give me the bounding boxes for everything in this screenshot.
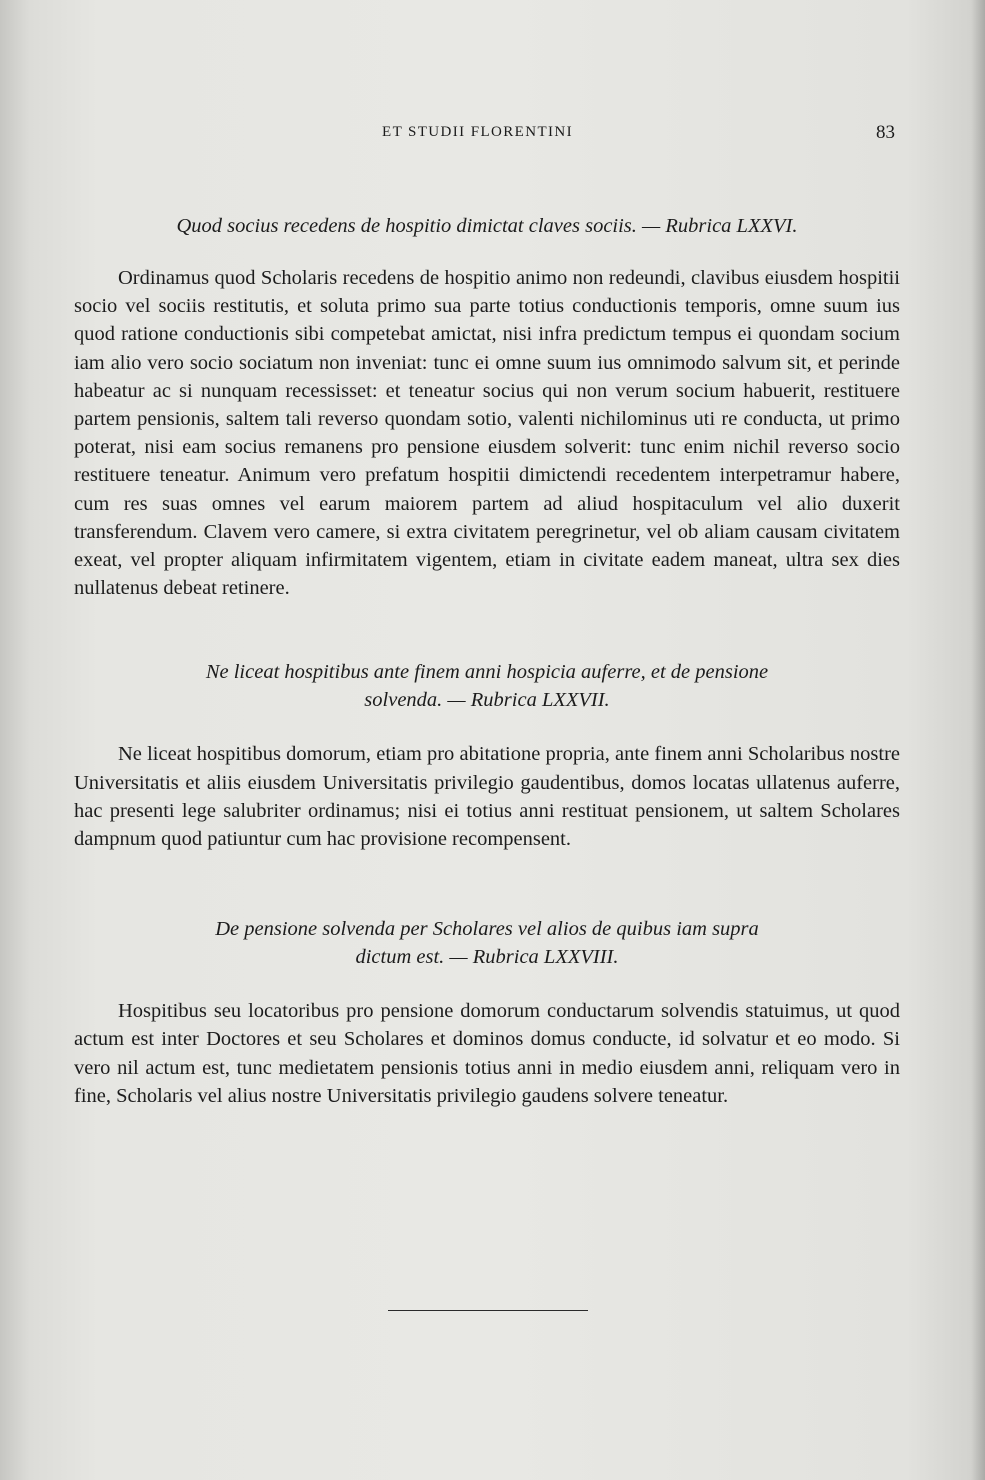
paragraph-lxxvii: Ne liceat hospitibus domorum, etiam pro abitatione propria, ante finem anni Scholaribus nostre Universitatis et aliis eiusdem Universitatis privilegio gaudentibus, domos locatas ullatenus auferre, hac presenti lege salubriter ordinamus; nisi ei totius anni restituat pensionem, ut saltem Scholares dampnum quod patiuntur cum hac provisione recompensent. bbox=[74, 743, 900, 851]
closing-rule bbox=[388, 1310, 588, 1311]
page-body bbox=[74, 212, 900, 1110]
rubric-lxxvii bbox=[74, 658, 900, 714]
paragraph-lxxviii: Hospitibus seu locatoribus pro pensione domorum conductarum solvendis statuimus, ut quod actum est inter Doctores et seu Scholares et dominos domus conducte, id solvatur et eo modo. Si vero nil actum est, tunc medietatem pensionis totius anni in medio eiusdem anni, reliquam vero in fine, Scholaris vel alius nostre Universitatis privilegio gaudens solvere teneatur. bbox=[74, 1000, 900, 1107]
rubric-lxxviii-line-1: De pensione solvenda per Scholares vel alios de quibus iam supra bbox=[215, 918, 759, 941]
rubric-lxxviii-line-2: dictum est. — Rubrica LXXVIII. bbox=[355, 946, 619, 969]
running-head bbox=[0, 122, 985, 152]
rubric-lxxvii-line-1: Ne liceat hospitibus ante finem anni hospicia auferre, et de pensione bbox=[205, 661, 769, 684]
rubric-lxxviii bbox=[74, 915, 900, 971]
rubric-lxxvii-line-2: solvenda. — Rubrica LXXVII. bbox=[364, 689, 610, 712]
rubric-lxxvi: Quod socius recedens de hospitio dimictat claves sociis. — Rubrica LXXVI. bbox=[176, 215, 798, 237]
spine-shadow bbox=[971, 0, 985, 1480]
page-number: 83 bbox=[876, 122, 895, 143]
paragraph-lxxvi: Ordinamus quod Scholaris recedens de hospitio animo non redeundi, clavibus eiusdem hospitii socio vel sociis restitutis, et soluta primo sua parte totius conductionis temporis, omne suum ius quod ratione conductionis sibi competebat amictat, nisi infra predictum tempus ei quondam socium iam alio vero socio sociatum non inveniat: tunc ei omne suum ius omnimodo salvum sit, et perinde habeatur ac si nunquam recessisset: et teneatur socius qui non verum socium habuerit, restituere partem pensionis, saltem tali reverso quondam sotio, valenti nichilominus uti re conducta, ut primo poterat, nisi eam socius remanens pro pensione eiusdem solverit: tunc enim nichil reverso socio restituere teneatur. Animum vero prefatum hospitii dimictendi recedentem interpetramur habere, cum res suas omnes vel earum maiorem partem ad aliud hospitaculum vel alio duxerit transferendum. Clavem vero camere, si extra civitatem peregrinetur, vel ob aliam causam civitatem exeat, vel propter aliquam infirmitatem vigentem, etiam in civitate eadem maneat, ultra sex dies nullatenus debeat retinere. bbox=[74, 267, 900, 600]
running-title: ET STUDII FLORENTINI bbox=[382, 124, 574, 140]
